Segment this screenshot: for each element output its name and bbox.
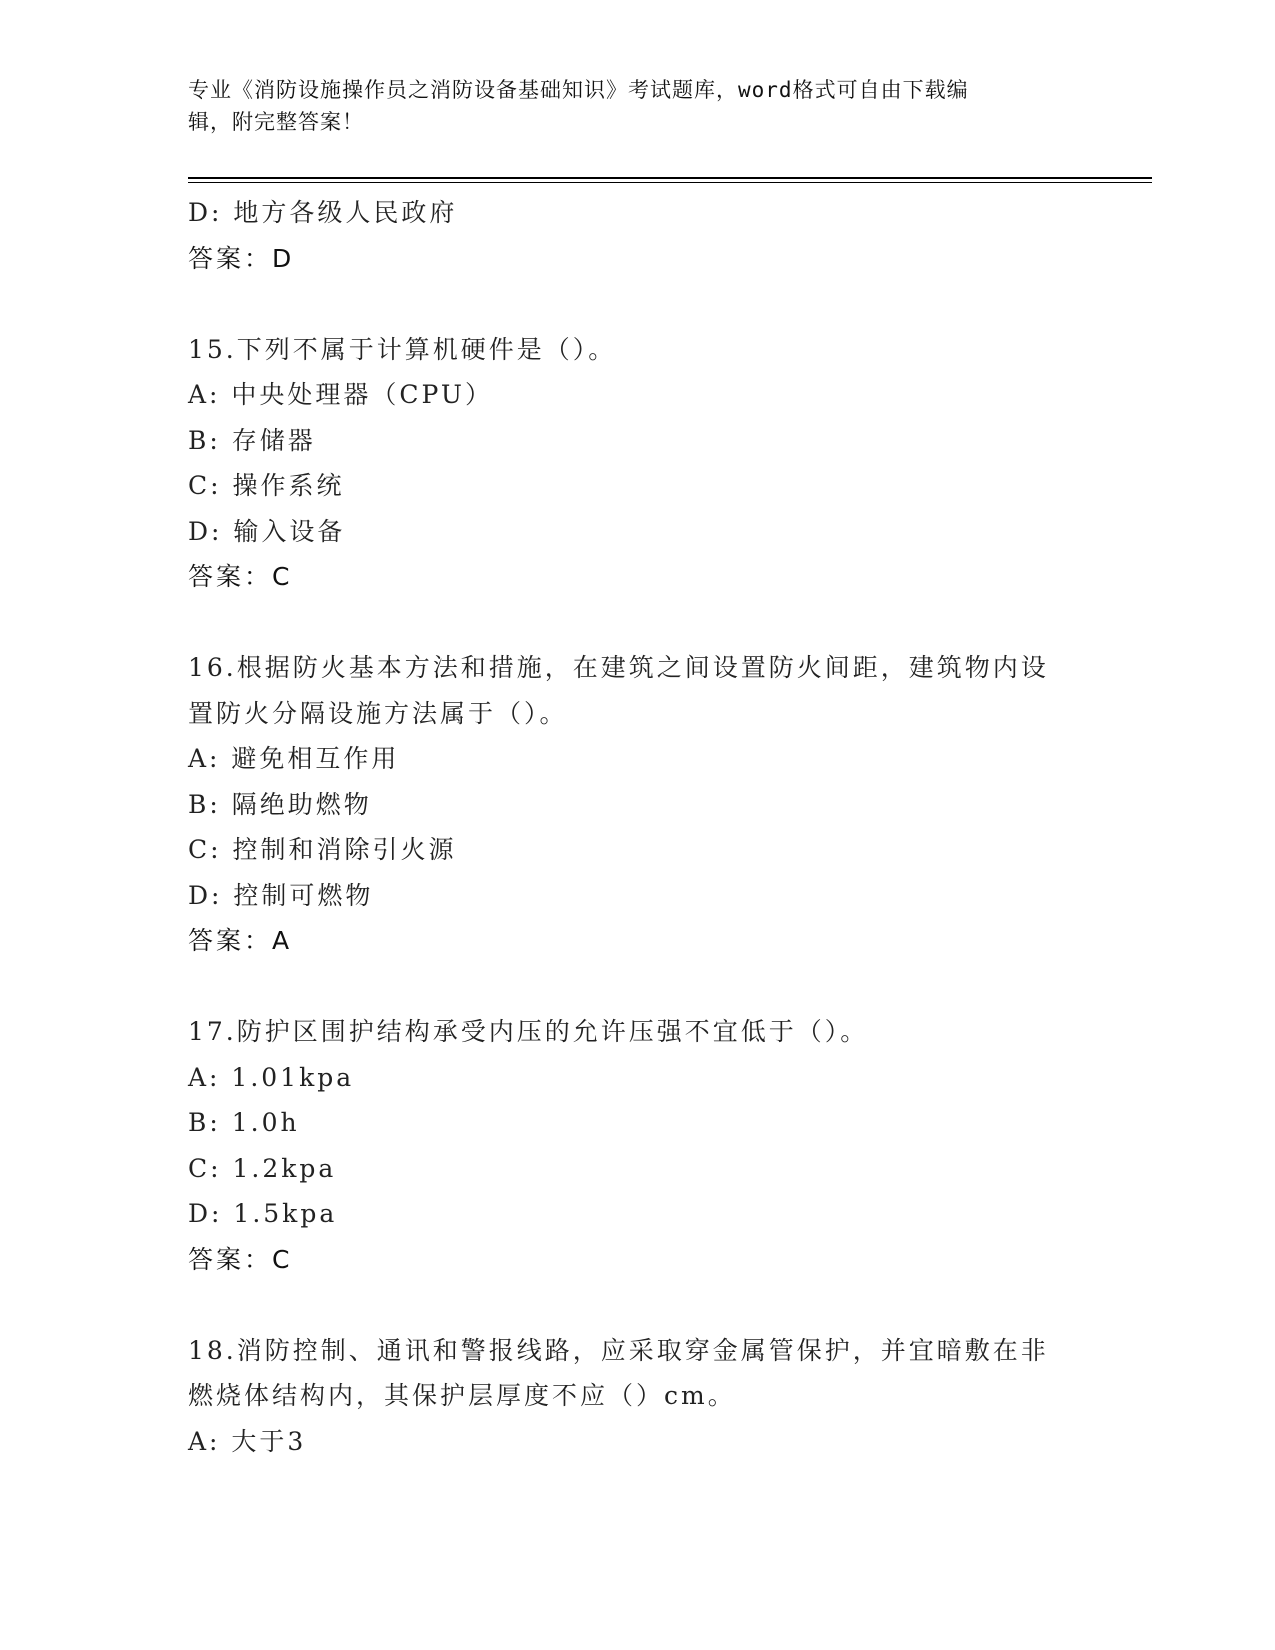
question-stem-line-2: 置防火分隔设施方法属于（）。 [188,698,568,728]
header-line-1: 专业《消防设施操作员之消防设备基础知识》考试题库，word格式可自由下载编 [188,78,969,102]
option-c: C: 1.2kpa [188,1153,337,1183]
question-stem: 17.防护区围护结构承受内压的允许压强不宜低于（）。 [188,1017,869,1046]
spacer [188,281,1088,327]
answer-line: 答案：A [188,926,293,955]
header-divider-thin [188,182,1152,183]
question-stem: 15.下列不属于计算机硬件是（）。 [188,334,617,364]
option-c: C: 操作系统 [188,471,345,500]
question-stem-line-2: 燃烧体结构内，其保护层厚度不应（）cm。 [188,1381,736,1410]
question-17 [188,1009,1088,1282]
option-a: A: 1.01kpa [188,1062,355,1092]
question-16 [188,645,1088,964]
answer-line: 答案：D [188,243,295,273]
option-b: B: 存储器 [188,425,316,455]
header-divider-thick [188,177,1152,179]
question-content [188,190,1088,1464]
option-a: A: 中央处理器（CPU） [188,380,494,409]
spacer [188,1282,1088,1328]
question-15 [188,327,1088,600]
page-header [188,74,1068,138]
answer-line: 答案：C [188,1244,293,1274]
option-d: D: 地方各级人民政府 [188,198,458,227]
option-b: B: 1.0h [188,1108,300,1137]
answer-line: 答案：C [188,562,293,591]
option-c: C: 控制和消除引火源 [188,835,457,864]
spacer [188,600,1088,646]
question-stem-line-1: 16.根据防火基本方法和措施，在建筑之间设置防火间距，建筑物内设 [188,653,1049,682]
option-d: D: 1.5kpa [188,1199,338,1228]
option-a: A: 避免相互作用 [188,744,400,773]
question-stem-line-1: 18.消防控制、通讯和警报线路，应采取穿金属管保护，并宜暗敷在非 [188,1335,1049,1365]
option-b: B: 隔绝助燃物 [188,789,372,819]
option-d: D: 输入设备 [188,516,346,546]
question-18 [188,1328,1088,1465]
option-d: D: 控制可燃物 [188,880,374,910]
spacer [188,964,1088,1010]
option-a: A: 大于3 [188,1426,307,1456]
question-14-tail [188,190,1088,281]
header-line-2: 辑，附完整答案！ [188,110,364,134]
